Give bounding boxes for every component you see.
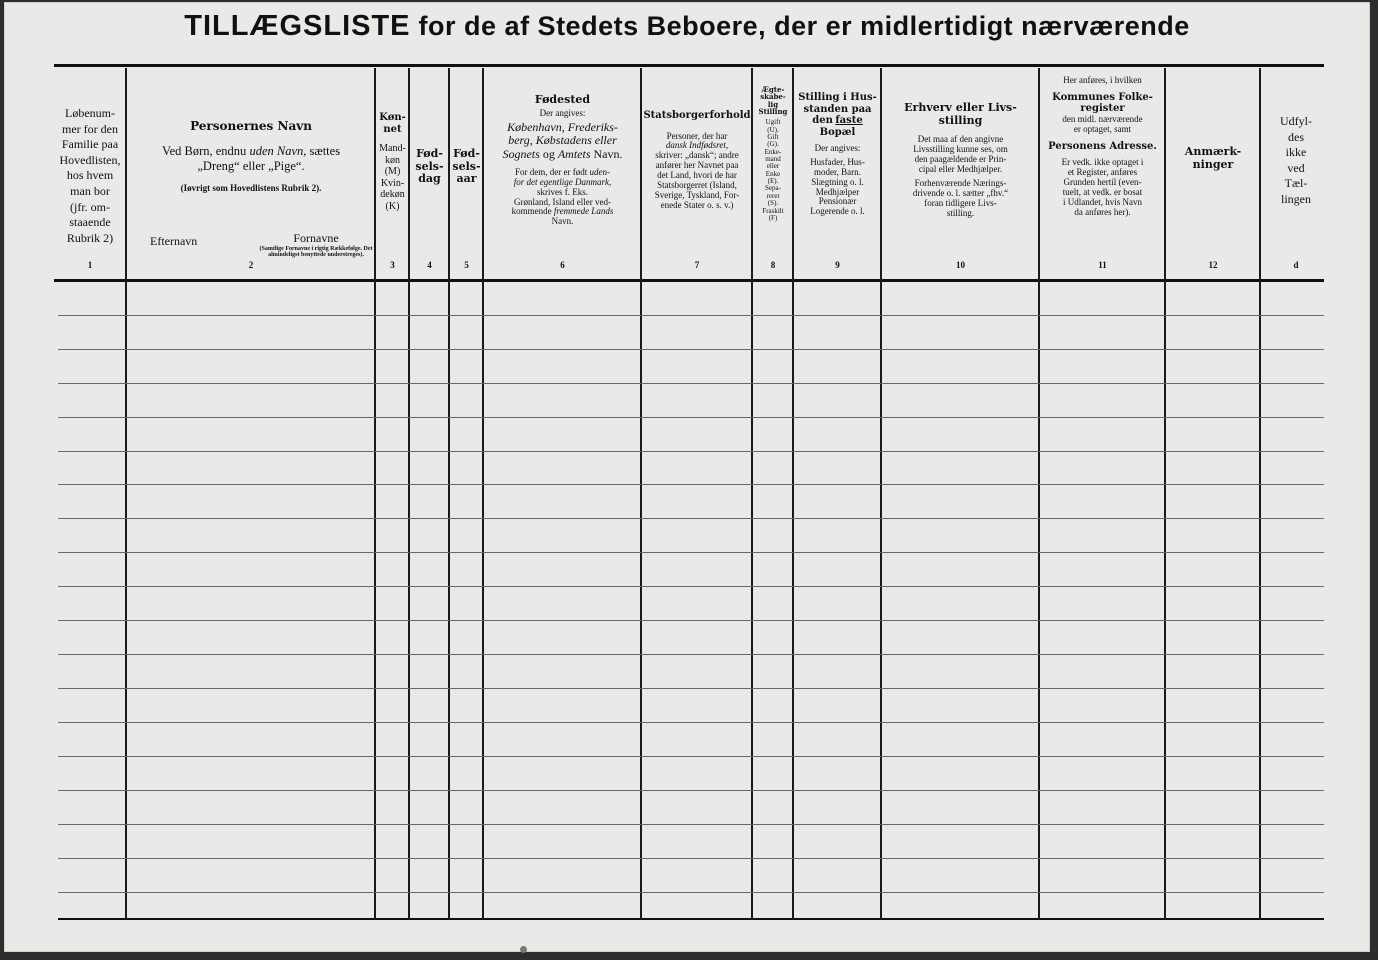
col8-line: (F) [768, 213, 778, 222]
header-top-rule [54, 64, 1324, 67]
col8-line: (S). [767, 199, 779, 208]
col10-line: Forhenværende Nærings- [914, 177, 1007, 188]
col7-italic: dansk Indfødsret, [665, 140, 729, 151]
col3-line: dekøn [380, 189, 405, 200]
col6-number: 6 [560, 260, 565, 270]
col2-fornavne-block [252, 231, 380, 259]
col8-line: Fraskilt [762, 206, 784, 215]
col3-line: (M) [384, 166, 401, 177]
form-title [4, 10, 1370, 43]
col1-line: man bor [70, 183, 110, 198]
col10-line: cipal eller Medhjælper. [918, 163, 1003, 174]
col12-number: 12 [1208, 260, 1218, 270]
col6-p1-it: uden- [589, 166, 610, 177]
col11-mid: er optaget, samt [1073, 123, 1132, 134]
col7-header [642, 68, 752, 268]
col2-number: 2 [248, 260, 254, 270]
col12-b1: Anmærk- [1184, 145, 1242, 158]
col10-heading-2: stilling [938, 113, 983, 127]
col1-header [54, 68, 126, 268]
col1-line: hos hvem [66, 168, 114, 183]
col12-b2: ninger [1192, 157, 1234, 171]
col11-line: da anføres her). [1074, 206, 1131, 217]
col1-line: mer for den [62, 121, 118, 136]
col3-header [376, 68, 409, 268]
col1-line: staaende [69, 215, 111, 230]
col9-faste: faste [835, 115, 863, 126]
col7-line: Personer, der har [666, 130, 728, 141]
col6-navn: Navn. [593, 147, 623, 162]
col9-line: Logerende o. l. [810, 206, 865, 217]
col1-line: Løbenum- [65, 106, 115, 120]
table-row-line [58, 484, 1324, 485]
col8-line: mand [765, 155, 781, 164]
col9-line: Husfader, Hus- [810, 156, 865, 167]
col8-line: Gift [767, 133, 779, 142]
col4-line: dag [418, 172, 441, 186]
table-row-line [58, 688, 1324, 689]
col9-line-faste [812, 115, 863, 127]
col12-header [1166, 68, 1260, 268]
col7-line: Statsborgerret (Island, [657, 179, 737, 190]
col9-line: moder, Barn. [814, 166, 861, 177]
col5-number: 5 [464, 260, 469, 270]
col1-line: Rubrik 2) [66, 230, 114, 245]
table-row-line [58, 451, 1324, 452]
col11-top: Her anføres, i hvilken [1063, 75, 1142, 85]
col7-line: enede Stater o. s. v.) [660, 199, 734, 210]
col8-line: Enke- [764, 147, 782, 156]
col7-line: anfører her Navnet paa [655, 160, 739, 171]
col5-line: sels- [452, 159, 481, 173]
col8-line-b: Stilling [758, 107, 788, 117]
table-row-line [58, 417, 1324, 418]
table-row-line [58, 892, 1324, 893]
col9-line: Slægtning o. l. [811, 176, 864, 187]
col7-heading: Statsborgerforhold [643, 110, 751, 121]
table-row-line [58, 722, 1324, 723]
table-row-line [58, 620, 1324, 621]
col9-den: den [812, 115, 833, 126]
col11-number: 11 [1098, 260, 1107, 270]
col6-p1: For dem, der er født [515, 166, 588, 177]
title-main: TILLÆGSLISTE [184, 10, 411, 42]
table-row-line [58, 756, 1324, 757]
col8-line: (G). [767, 140, 779, 149]
col10-number: 10 [956, 260, 965, 270]
col2-note: (Iøvrigt som Hovedlistens Rubrik 2). [180, 182, 322, 193]
cold-line: Tæl- [1284, 176, 1308, 191]
col4-header [410, 68, 449, 268]
col11-mid: den midl. nærværende [1062, 113, 1143, 124]
table-bottom-rule [58, 918, 1324, 920]
col6-og: og [542, 147, 555, 162]
cold-line: des [1288, 129, 1304, 144]
col6-italic-3: Sognets [502, 147, 540, 162]
punch-hole [520, 946, 527, 953]
form-sheet [4, 2, 1370, 952]
col8-number: 8 [770, 260, 776, 270]
col5-header [450, 68, 483, 268]
col11-header [1040, 68, 1165, 268]
col6-p4: Grønland, Island eller ved- [514, 196, 611, 207]
col8-line-b: Ægte- [761, 85, 785, 94]
col2-fornavne-note: (Samtlige Fornavne i rigtig Rækkefølge. Det almindeligst benyttede understreges). [259, 246, 373, 259]
cold-number: d [1293, 260, 1299, 270]
col6-line3 [502, 148, 622, 162]
col8-line: (U). [767, 125, 779, 134]
col9-header [794, 68, 881, 268]
col6-p2-it: for det egentlige Danmark, [513, 176, 612, 187]
col2-line1-end: sættes [309, 143, 341, 158]
col9-line-b: Stilling i Hus- [798, 92, 877, 103]
col10-heading-1: Erhverv eller Livs- [904, 101, 1017, 114]
col4-line: sels- [415, 159, 444, 173]
col6-p5-it: fremmede Lands [553, 206, 614, 217]
col9-line-b: standen paa [803, 103, 872, 115]
col1-number: 1 [87, 260, 93, 270]
col2-line1: Ved Børn, endnu [161, 143, 247, 158]
col1-line: (jfr. om- [70, 199, 110, 214]
col7-line: skriver: „dansk“; andre [655, 150, 739, 161]
col6-p6: Navn. [551, 216, 574, 227]
col6-sub: Der angives: [539, 107, 586, 118]
col8-line: Sepa- [765, 184, 781, 193]
col10-line: den paagældende er Prin- [914, 154, 1007, 165]
table-row-line [58, 518, 1324, 519]
col3-heading-1: Køn- [379, 112, 406, 123]
col11-line: et Register, anføres [1067, 167, 1138, 178]
col9-line: Pensionær [818, 196, 857, 207]
title-rest: for de af Stedets Beboere, der er midlertidigt nærværende [418, 11, 1190, 41]
col10-line: Det maa af den angivne [917, 134, 1004, 145]
col6-italic-1: København, Frederiks- [507, 119, 618, 134]
table-row-line [58, 858, 1324, 859]
cold-line: ikke [1285, 145, 1307, 160]
table-row-line [58, 654, 1324, 655]
col7-number: 7 [694, 260, 700, 270]
col5-line: aar [456, 172, 477, 186]
col3-heading-2: net [383, 123, 402, 135]
col10-line: drivende o. l. sætter „fhv.“ [912, 187, 1009, 198]
cold-line: lingen [1281, 191, 1311, 206]
col3-line: Mand- [379, 143, 406, 154]
col11-line: Er vedk. ikke optaget i [1061, 157, 1144, 168]
table-row-line [58, 824, 1324, 825]
col9-number: 9 [835, 260, 840, 270]
table-row-line [58, 790, 1324, 791]
cold-line: ved [1287, 160, 1305, 175]
col7-line: Sverige, Tyskland, For- [654, 189, 740, 200]
col11-line: i Udlandet, hvis Navn [1063, 196, 1142, 207]
col6-heading: Fødested [534, 93, 591, 106]
col1-line: Familie paa [61, 137, 119, 152]
col8-line: Enke [765, 169, 781, 178]
col6-italic-2: berg, Købstadens eller [508, 133, 617, 148]
col3-line: Kvin- [380, 177, 405, 189]
col2-line1-italic: uden Navn, [249, 143, 307, 158]
col9-bopael: Bopæl [819, 126, 856, 138]
table-row-line [58, 586, 1324, 587]
cold-header [1261, 68, 1331, 268]
col2-heading: Personernes Navn [190, 119, 312, 133]
col9-line: Der angives: [814, 143, 861, 153]
cold-line: Udfyl- [1280, 114, 1312, 128]
header-bottom-rule [54, 279, 1324, 282]
col3-line: køn [385, 154, 400, 166]
col4-line: Fød- [416, 147, 443, 160]
col11-b2: register [1080, 103, 1125, 115]
col11-line: tuelt, at vedk. er bosat [1062, 186, 1143, 197]
col7-line: det Land, hvori de har [657, 170, 737, 181]
col6-header [484, 68, 641, 268]
col6-p5: kommende [511, 206, 552, 217]
col10-line: foran tidligere Livs- [924, 197, 997, 208]
col2-efternavn: Efternavn [150, 234, 198, 248]
col8-header [753, 68, 793, 268]
col1-line: Hovedlisten, [59, 152, 121, 167]
col10-line: Livsstilling kunne ses, om [913, 144, 1008, 155]
col6-para [512, 168, 614, 227]
col8-line: eller [766, 162, 780, 171]
col11-line: Grunden hertil (even- [1063, 176, 1142, 187]
col10-line: stilling. [946, 207, 975, 218]
col2-instruction [162, 144, 340, 159]
col3-number: 3 [390, 260, 395, 270]
table-row-line [58, 383, 1324, 384]
table-row-line [58, 349, 1324, 350]
table-row-line [58, 552, 1324, 553]
col9-line: Medhjælper [815, 186, 860, 197]
col10-header [882, 68, 1039, 268]
col6-p3: skrives f. Eks. [536, 186, 588, 197]
col2-fornavne: Fornavne [293, 231, 339, 245]
col11-b1: Kommunes Folke- [1052, 91, 1153, 103]
col11-b3: Personens Adresse. [1048, 140, 1157, 152]
col8-line: Ugift [765, 118, 781, 127]
col8-line: reret [766, 191, 780, 200]
col8-line-b: lig [767, 99, 779, 109]
table-row-line [58, 315, 1324, 316]
col2-line2: „Dreng“ eller „Pige“. [197, 158, 305, 173]
col5-line: Fød- [453, 147, 480, 160]
col6-italic-3c: Amtets [557, 147, 591, 162]
col8-line-b: skabe- [760, 92, 786, 102]
col4-number: 4 [427, 260, 432, 270]
col8-line: (E). [767, 177, 779, 186]
col3-line: (K) [385, 200, 400, 212]
